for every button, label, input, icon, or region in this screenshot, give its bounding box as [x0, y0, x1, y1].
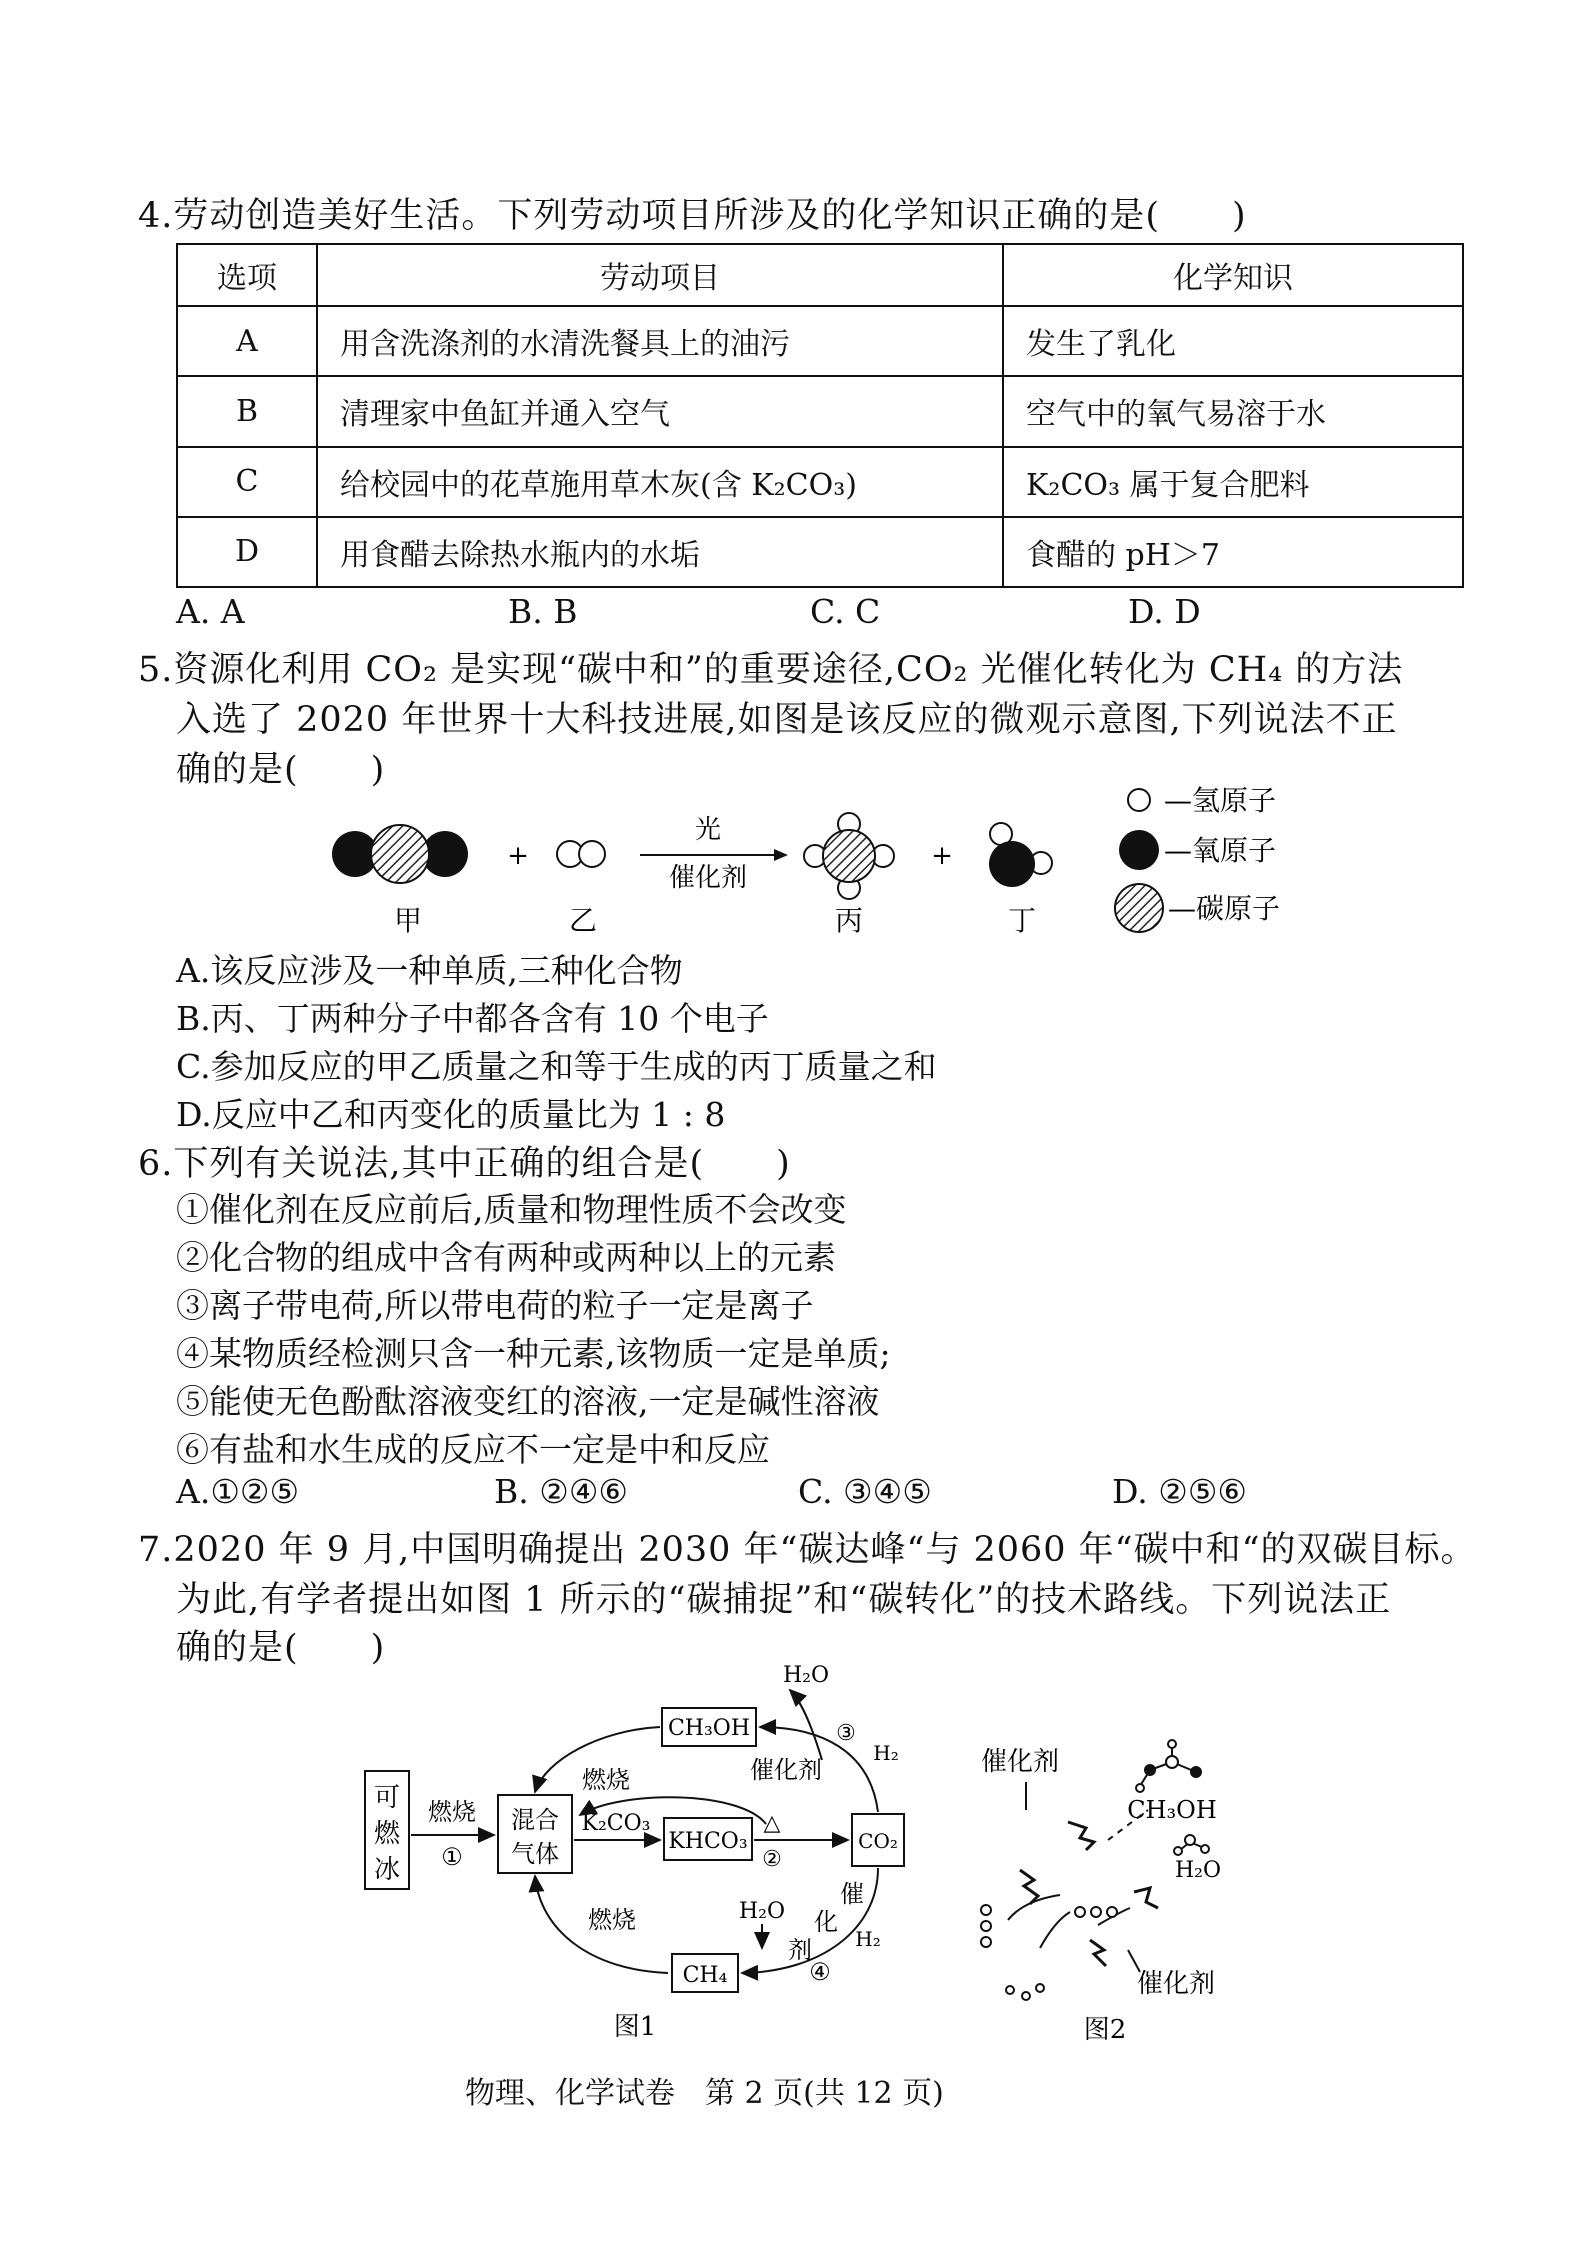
q4-stem: 4.劳动创造美好生活。下列劳动项目所涉及的化学知识正确的是( ) [138, 196, 1247, 236]
table-cell: D [177, 517, 317, 587]
h2-top: H₂ [873, 1741, 899, 1765]
q5-choice-d: D.反应中乙和丙变化的质量比为 1 : 8 [176, 1095, 726, 1134]
choice-d: D. D [1128, 592, 1201, 631]
burn-top: 燃烧 [582, 1766, 630, 1794]
label-ding: 丁 [1007, 904, 1037, 937]
table-header: 化学知识 [1003, 244, 1463, 306]
table-cell: 清理家中鱼缸并通入空气 [317, 376, 1003, 446]
table-cell: 用食醋去除热水瓶内的水垢 [317, 517, 1003, 587]
choice-a: A. A [176, 592, 245, 631]
catalyst-top: 催化剂 [750, 1756, 822, 1784]
step-3: ③ [836, 1721, 856, 1746]
ice-label: 燃 [373, 1819, 401, 1849]
ch3oh-label: CH₃OH [1127, 1796, 1217, 1824]
table-cell: C [177, 447, 317, 517]
q5-line2: 入选了 2020 年世界十大科技进展,如图是该反应的微观示意图,下列说法不正 [176, 700, 1398, 740]
q5-choice-c: C.参加反应的甲乙质量之和等于生成的丙丁质量之和 [176, 1047, 937, 1086]
catalyst-v: 催 [840, 1880, 864, 1908]
choice-b: B. B [508, 592, 578, 631]
q7-line3: 确的是( ) [176, 1628, 386, 1668]
catalyst-label: 催化剂 [980, 1747, 1060, 1777]
label-jia: 甲 [393, 904, 423, 937]
q6-item: ②化合物的组成中含有两种或两种以上的元素 [176, 1238, 836, 1277]
k2co3-label: K₂CO₃ [581, 1811, 651, 1836]
q6-item: ⑤能使无色酚酞溶液变红的溶液,一定是碱性溶液 [176, 1382, 880, 1421]
figure-2-caption: 图2 [1083, 2015, 1127, 2045]
q6-item: ③离子带电荷,所以带电荷的粒子一定是离子 [176, 1286, 814, 1325]
ice-label: 冰 [373, 1855, 401, 1885]
step-4: ④ [809, 1958, 831, 1986]
khco3-label: KHCO₃ [668, 1829, 748, 1854]
q5-line1: 5.资源化利用 CO₂ 是实现“碳中和”的重要途径,CO₂ 光催化转化为 CH₄ 的方法 [138, 650, 1404, 690]
q6-choice-b: B. ②④⑥ [494, 1472, 628, 1511]
label-yi: 乙 [568, 904, 598, 937]
table-cell: 食醋的 pH＞7 [1003, 517, 1463, 587]
q6-item: ④某物质经检测只含一种元素,该物质一定是单质; [176, 1334, 891, 1373]
mix-label: 混合 [511, 1806, 559, 1834]
legend-oxygen: —氧原子 [1164, 834, 1277, 867]
catalyst-v: 剂 [788, 1936, 812, 1964]
catalyst-label: 催化剂 [1136, 1969, 1216, 1999]
reaction-arrows-icon [1008, 1810, 1148, 1948]
table-cell: 发生了乳化 [1003, 306, 1463, 376]
table-cell: 用含洗涤剂的水清洗餐具上的油污 [317, 306, 1003, 376]
h2o-label: H₂O [1174, 1858, 1222, 1883]
q6-choice-d: D. ②⑤⑥ [1112, 1472, 1248, 1511]
co2-label: CO₂ [858, 1829, 898, 1853]
burn-bottom: 燃烧 [588, 1906, 636, 1934]
q7-line2: 为此,有学者提出如图 1 所示的“碳捕捉”和“碳转化”的技术路线。下列说法正 [176, 1580, 1392, 1620]
table-header: 选项 [177, 244, 317, 306]
h2o-top: H₂O [782, 1663, 830, 1688]
q6-choice-a: A.①②⑤ [176, 1472, 300, 1511]
table-cell: K₂CO₃ 属于复合肥料 [1003, 447, 1463, 517]
figure-1-caption: 图1 [613, 2012, 657, 2042]
q5-choice-b: B.丙、丁两种分子中都各含有 10 个电子 [176, 999, 769, 1038]
ch3oh-label: CH₃OH [667, 1716, 751, 1741]
plus-sign: + [507, 841, 529, 871]
table-header: 劳动项目 [317, 244, 1003, 306]
ch4-label: CH₄ [682, 1963, 728, 1988]
catalyst-v: 化 [814, 1908, 838, 1936]
arrow-label-catalyst: 催化剂 [668, 863, 748, 893]
ch3oh-molecule-icon [1136, 1740, 1201, 1792]
table-cell: 空气中的氧气易溶于水 [1003, 376, 1463, 446]
step-1: ① [441, 1843, 463, 1871]
legend-hydrogen: —氢原子 [1164, 784, 1277, 817]
h2o-molecule-icon [1174, 1835, 1209, 1855]
burn-label: 燃烧 [428, 1798, 476, 1826]
label-bing: 丙 [834, 904, 864, 937]
q5-choice-a: A.该反应涉及一种单质,三种化合物 [176, 951, 683, 990]
legend-carbon: —碳原子 [1168, 892, 1281, 925]
q6-item: ①催化剂在反应前后,质量和物理性质不会改变 [176, 1190, 847, 1229]
step-2: ② [762, 1847, 782, 1872]
ice-label: 可 [373, 1783, 401, 1813]
mix-label: 气体 [511, 1840, 559, 1868]
h2-bottom: H₂ [855, 1927, 881, 1951]
table-cell: A [177, 306, 317, 376]
page-footer: 物理、化学试卷 第 2 页(共 12 页) [465, 2076, 944, 2111]
heat-symbol: △ [763, 1811, 781, 1836]
h2o-bottom: H₂O [738, 1899, 786, 1924]
plus-sign: + [931, 841, 953, 871]
table-cell: B [177, 376, 317, 446]
table-cell: 给校园中的花草施用草木灰(含 K₂CO₃) [317, 447, 1003, 517]
q5-line3: 确的是( ) [176, 750, 386, 790]
q6-choice-c: C. ③④⑤ [798, 1472, 932, 1511]
q6-stem: 6.下列有关说法,其中正确的组合是( ) [138, 1144, 791, 1184]
catalyst-particles-icon [1020, 1822, 1158, 1966]
choice-c: C. C [810, 592, 881, 631]
q7-line1: 7.2020 年 9 月,中国明确提出 2030 年“碳达峰“与 2060 年“碳中和“的双碳目标。 [138, 1530, 1477, 1570]
q6-item: ⑥有盐和水生成的反应不一定是中和反应 [176, 1430, 770, 1469]
arrow-label-light: 光 [694, 815, 722, 845]
